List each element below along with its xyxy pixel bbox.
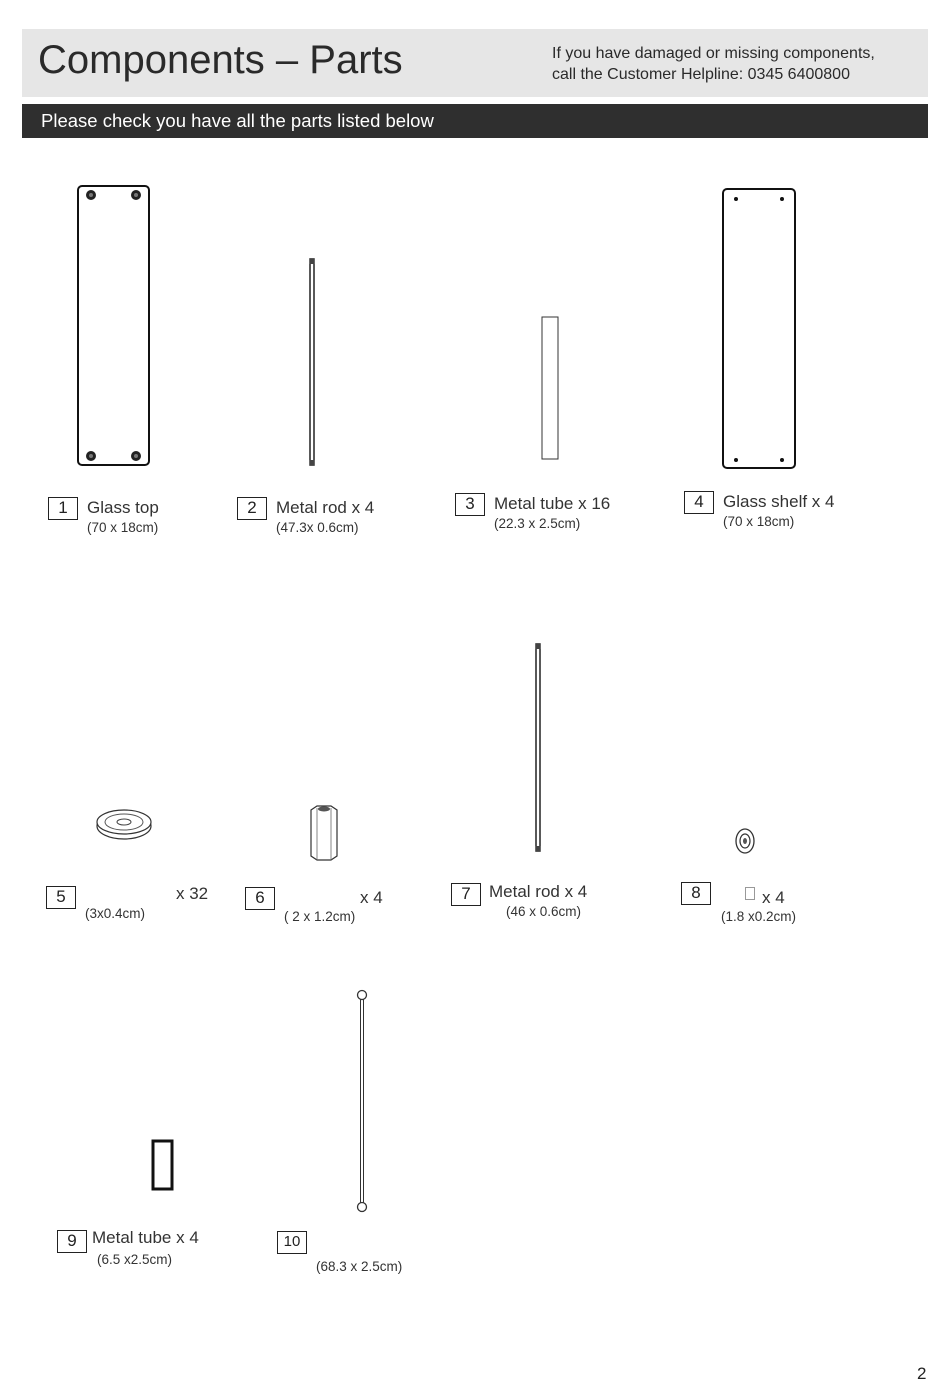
part-7-name: Metal rod x 4 [489,882,588,901]
glass-top-illustration [76,184,152,468]
washer-illustration [94,806,154,842]
part-10-number: 10 [277,1231,307,1254]
part-1-name: Glass top [87,498,159,517]
part-2-name: Metal rod x 4 [276,498,375,517]
part-2-number: 2 [237,497,267,520]
part-6-dims: ( 2 x 1.2cm) [284,909,356,924]
helpline-line-1: If you have damaged or missing components, [552,45,875,62]
part-7-number: 7 [451,883,481,906]
part-4-dims: (70 x 18cm) [723,514,795,529]
part-8-icon-placeholder [745,887,755,900]
helpline-note [552,43,875,85]
banner-text: Please check you have all the parts listed below [41,110,434,131]
part-1-dims: (70 x 18cm) [87,520,159,535]
helpline-line-2: call the Customer Helpline: 0345 6400800 [552,66,850,83]
page-number: 2 [917,1364,927,1383]
glass-shelf-illustration [721,187,799,471]
part-8-dims: (1.8 x0.2cm) [721,909,797,924]
part-9-dims: (6.5 x2.5cm) [97,1252,173,1267]
part-6-name: x 4 [360,888,383,907]
part-4-name: Glass shelf x 4 [723,492,835,511]
part-5-name: x 32 [176,884,209,903]
ring-illustration [733,827,757,855]
part-8-number: 8 [681,882,711,905]
page-title: Components – Parts [38,38,403,82]
part-1-number: 1 [48,497,78,520]
part-7-dims: (46 x 0.6cm) [506,904,582,919]
part-8-name: x 4 [762,888,785,907]
long-rod-illustration [354,988,370,1214]
metal-rod-47-illustration [307,258,317,466]
part-3-number: 3 [455,493,485,516]
connector-illustration [307,804,341,862]
instruction-banner [22,104,928,138]
metal-rod-46-illustration [533,643,543,852]
part-3-name: Metal tube x 16 [494,494,611,513]
part-9-number: 9 [57,1230,87,1253]
part-4-number: 4 [684,491,714,514]
part-5-dims: (3x0.4cm) [85,906,146,921]
page-header [22,29,928,97]
part-5-number: 5 [46,886,76,909]
part-3-dims: (22.3 x 2.5cm) [494,516,581,531]
metal-tube-22-illustration [540,315,560,461]
part-10-dims: (68.3 x 2.5cm) [316,1259,403,1274]
metal-tube-short-illustration [151,1139,175,1191]
part-9-name: Metal tube x 4 [92,1228,199,1247]
part-2-dims: (47.3x 0.6cm) [276,520,359,535]
part-6-number: 6 [245,887,275,910]
